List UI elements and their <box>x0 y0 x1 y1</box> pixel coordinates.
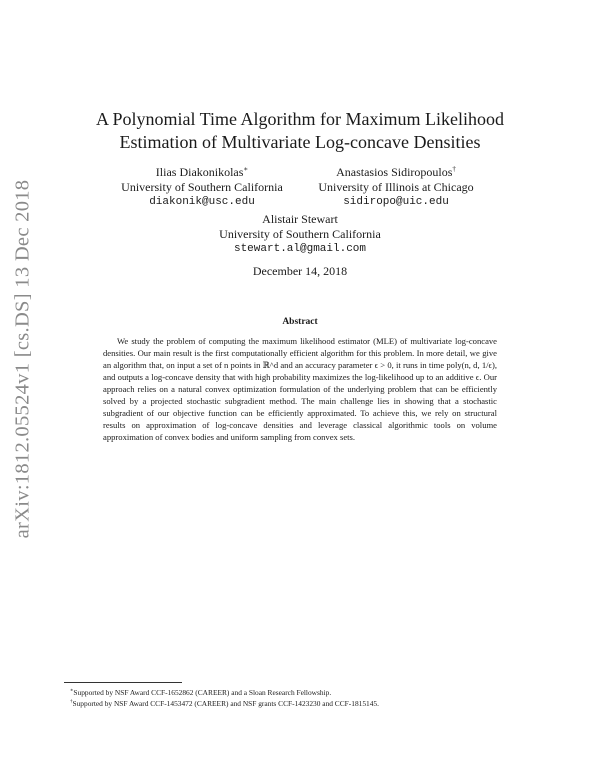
publication-date: December 14, 2018 <box>252 264 348 278</box>
author-affiliation: University of Southern California <box>121 180 283 194</box>
author-email: stewart.al@gmail.com <box>233 243 367 255</box>
author-name: Alistair Stewart <box>262 212 338 226</box>
footnote-mark: ∗ <box>70 688 74 694</box>
arxiv-identifier-stamp <box>6 179 40 539</box>
footnote-divider <box>64 682 182 683</box>
footnote-mark: ∗ <box>243 165 249 173</box>
author-block-sidiropoulos <box>304 165 488 210</box>
arxiv-identifier-text: arXiv:1812.05524v1 [cs.DS] 13 Dec 2018 <box>11 179 34 539</box>
footnote-1 <box>70 687 540 698</box>
footnote-mark: † <box>452 165 456 173</box>
author-block-stewart <box>200 212 400 257</box>
author-email: diakonik@usc.edu <box>149 196 255 208</box>
author-email: sidiropo@uic.edu <box>343 196 449 208</box>
author-name: Ilias Diakonikolas <box>155 165 244 179</box>
author-affiliation: University of Illinois at Chicago <box>318 180 474 194</box>
title-line-1: A Polynomial Time Algorithm for Maximum Likelihood <box>95 109 504 129</box>
author-affiliation: University of Southern California <box>219 227 381 241</box>
abstract-heading: Abstract <box>282 317 318 327</box>
author-name-row <box>304 165 488 180</box>
footnote-text: Supported by NSF Award CCF-1652862 (CAREER) and a Sloan Research Fellowship. <box>73 688 332 697</box>
footnote-text: Supported by NSF Award CCF-1453472 (CAREER) and NSF grants CCF-1423230 and CCF-1815145. <box>72 699 379 708</box>
footnotes <box>70 687 540 709</box>
author-block-diakonikolas <box>112 165 292 210</box>
paper-title <box>60 108 540 154</box>
author-name: Anastasios Sidiropoulos <box>336 165 453 179</box>
title-line-2: Estimation of Multivariate Log-concave Densities <box>119 132 481 152</box>
author-name-row <box>112 165 292 180</box>
abstract-text: We study the problem of computing the maximum likelihood estimator (MLE) of multivariate log-concave densities. Our main result is the first computationally efficient algorithm for this problem. In more detail, we give an algorithm that, on input a set of n points in ℝ^d and an accuracy parameter ϵ > 0, it runs in time poly(n, d, 1/ϵ), and outputs a log-concave density that with high probability maximizes the log-likelihood up to an additive ϵ. Our approach relies on a natural convex optimization formulation of the underlying problem that can be efficiently solved by a projected stochastic subgradient method. The main challenge lies in showing that a stochastic subgradient of our objective function can be efficiently approximated. To achieve this, we rely on structural results on approximation of log-concave densities and leverage classical algorithmic tools on volume approximation of convex bodies and uniform sampling from convex sets. <box>103 336 497 442</box>
footnote-mark: † <box>70 699 73 705</box>
footnote-2 <box>70 698 540 709</box>
